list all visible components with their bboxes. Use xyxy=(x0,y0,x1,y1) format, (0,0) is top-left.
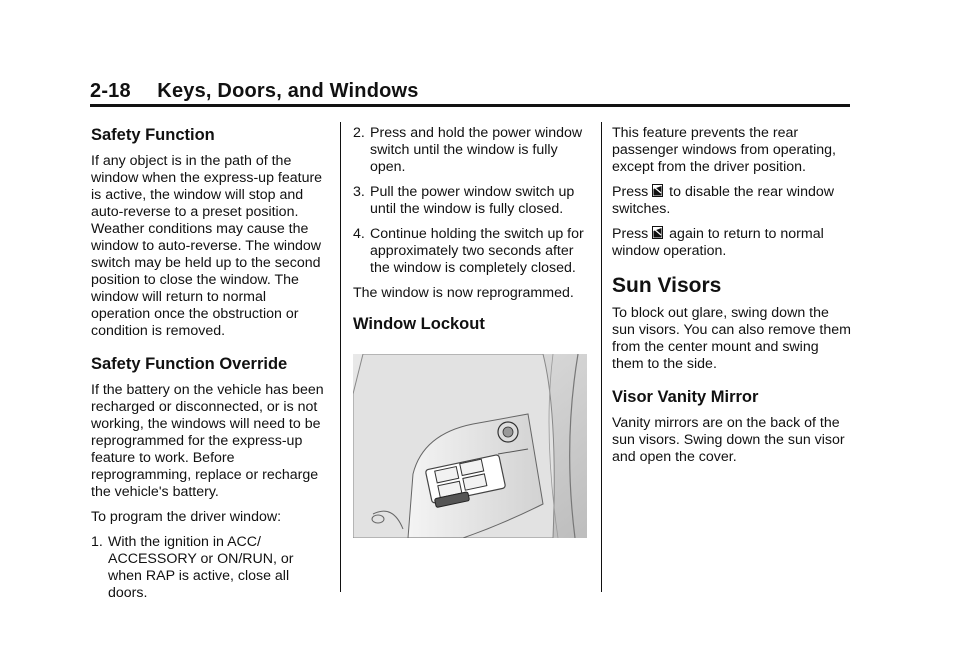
press-disable-text: to disable the rear window switches. xyxy=(612,184,834,217)
header-rule xyxy=(90,104,850,107)
heading-window-lockout: Window Lockout xyxy=(353,315,485,333)
step-number: 1. xyxy=(91,534,103,550)
chapter-title: Keys, Doors, and Windows xyxy=(157,80,419,102)
column-1 xyxy=(91,125,327,610)
step-item-2 xyxy=(353,125,589,176)
step-text: Pull the power window switch up until the window is fully closed. xyxy=(370,184,575,217)
step-item-4 xyxy=(353,226,589,277)
press-text: Press xyxy=(612,184,649,200)
paragraph-safety-function: If any object is in the path of the window when the express-up feature is active, the window will stop and auto-reverse to a preset position. Weather conditions may cause the window to auto-reverse. The window switch may be held up to the second position to close the window. The window will return to normal operation once the obstruction or condition is removed. xyxy=(91,153,323,339)
step-text: Press and hold the power window switch until the window is fully open. xyxy=(370,125,583,175)
paragraph-press-disable xyxy=(612,184,852,218)
press-text: Press xyxy=(612,226,649,242)
program-steps-list-2 xyxy=(353,125,589,277)
heading-safety-override: Safety Function Override xyxy=(91,355,288,373)
heading-vanity-mirror: Visor Vanity Mirror xyxy=(612,388,759,406)
paragraph-vanity-mirror: Vanity mirrors are on the back of the sun visors. Swing down the sun visor and open the cover. xyxy=(612,415,845,465)
press-return-text: again to return to normal window operation. xyxy=(612,226,824,259)
heading-sun-visors: Sun Visors xyxy=(612,274,722,297)
paragraph-press-return xyxy=(612,226,852,260)
step-item-1 xyxy=(91,534,327,602)
paragraph-program-driver: To program the driver window: xyxy=(91,509,282,525)
window-lockout-icon xyxy=(652,184,663,197)
window-lockout-icon xyxy=(652,226,663,239)
step-number: 2. xyxy=(353,125,365,141)
column-divider-2 xyxy=(601,122,602,592)
column-3 xyxy=(612,125,852,474)
heading-safety-function: Safety Function xyxy=(91,126,215,144)
step-text: Continue holding the switch up for approximately two seconds after the window is completely closed. xyxy=(370,226,584,276)
paragraph-reprogrammed: The window is now reprogrammed. xyxy=(353,285,574,301)
door-switch-illustration xyxy=(353,354,587,538)
program-steps-list-1 xyxy=(91,534,327,602)
step-number: 3. xyxy=(353,184,365,200)
page-number: 2-18 xyxy=(90,80,131,102)
paragraph-lockout: This feature prevents the rear passenger windows from operating, except from the driver position. xyxy=(612,125,836,175)
paragraph-sun-visors: To block out glare, swing down the sun visors. You can also remove them from the center mount and swing them to the side. xyxy=(612,305,851,372)
paragraph-safety-override: If the battery on the vehicle has been recharged or disconnected, or is not working, the windows will need to be reprogrammed for the express-up feature to work. Before reprogramming, replace or recharge the vehicle's battery. xyxy=(91,382,324,500)
step-item-3 xyxy=(353,184,589,218)
page-header xyxy=(90,80,850,103)
step-text: With the ignition in ACC/ ACCESSORY or ON/RUN, or when RAP is active, close all doors. xyxy=(108,534,294,601)
column-2 xyxy=(353,125,589,543)
column-divider-1 xyxy=(340,122,341,592)
step-number: 4. xyxy=(353,226,365,242)
